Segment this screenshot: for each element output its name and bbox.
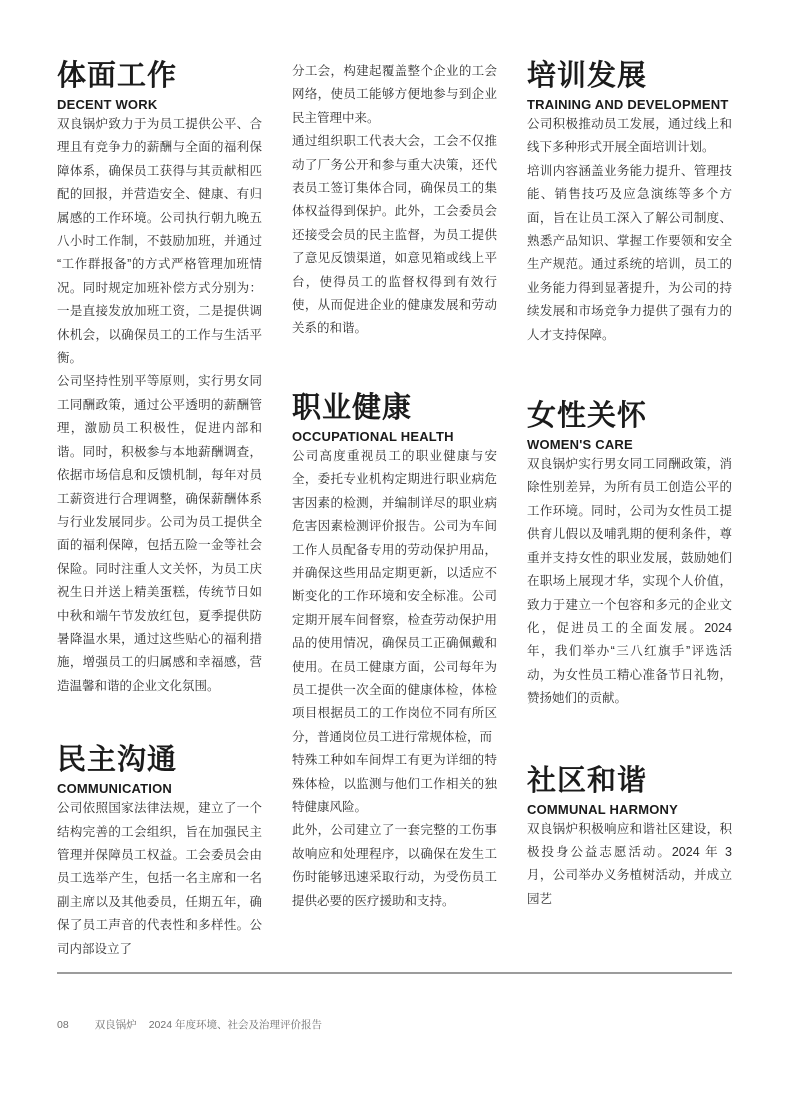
paragraph: 特殊工种如车间焊工有更为详细的特殊体检，以监测与他们工作相关的独特健康风险。 [292,753,497,814]
section-training-development [527,60,732,347]
section-title-en: WOMEN'S CARE [527,437,633,453]
paragraph: 公司高度重视员工的职业健康与安全，委托专业机构定期进行职业病危害因素的检测，并编制详尽的职业病危害因素检测评价报告。公司为车间工作人员配备专用的劳动保护用品，并确保这些用品定期更新，以适应不断变化的工作环境和安全标准。公司定期开展车间督察，检查劳动保护用品的使用情况，确保员工正确佩戴和使用。在员工健康方面，公司每年为员工提供一次全面的健康体检，体检项目根据员工的工作岗位不同有所区分，普通岗位员工进行常规体检，而 [292,448,497,744]
footer-report-title: 2024 年度环境、社会及治理评价报告 [148,1019,322,1031]
section-title-zh: 体面工作 [57,60,178,92]
section-title-en: COMMUNICATION [57,781,173,797]
paragraph: 培训内容涵盖业务能力提升、管理技能、销售技巧及应急演练等多个方面，旨在让员工深入了解公司制度、熟悉产品知识、掌握工作要领和安全生产规范。通过系统的培训，员工的业务能力得到显著提升，为公司的持续发展和市场竞争力提供了强有力的人才支持保障。 [527,163,732,342]
paragraph: 分工会，构建起覆盖整个企业的工会网络，使员工能够方便地参与到企业民主管理中来。 [292,64,497,125]
section-communication [57,744,262,961]
section-decent-work [57,60,262,698]
section-communal-harmony [527,765,732,912]
column-left [57,60,262,961]
paragraph: 公司坚持性别平等原则，实行男女同工同酬政策，通过公平透明的薪酬管理，激励员工积极性，促进内部和谐。同时，积极参与本地薪酬调查，依据市场信息和反馈机制，每年对员工薪资进行合理调整，确保薪酬体系与行业发展同步。公司为员工提供全面的福利保障，包括五险一金等社会保险。同时注重人文关怀，为员工庆祝生日并送上精美蛋糕，传统节日如中秋和端午节发放红包，夏季提供防暑降温水果，通过这些贴心的福利措施，增强员工的归属感和幸福感，营造温馨和谐的企业文化氛围。 [57,374,262,693]
column-right [527,60,732,961]
section-occupational-health [292,392,497,913]
paragraph: 此外，公司建立了一套完整的工伤事故响应和处理程序，以确保在发生工伤时能够迅速采取行动，为受伤员工提供必要的医疗援助和支持。 [292,823,497,908]
footer-divider [57,972,732,974]
section-title-en: DECENT WORK [57,97,158,112]
section-title-en: OCCUPATIONAL HEALTH [292,428,454,444]
paragraph: 公司积极推动员工发展，通过线上和线下多种形式开展全面培训计划。 [527,117,732,155]
section-title-zh: 民主沟通 [57,744,178,777]
paragraph: 公司依照国家法律法规，建立了一个结构完善的工会组织，旨在加强民主管理并保障员工权益。工会委员会由员工选举产生，包括一名主席和一名副主席以及其他委员，任期五年，确保了员工声音的代表性和多样性。公司内部设立了 [57,801,262,956]
section-communication-continued [292,60,497,341]
footer-company-name: 双良锅炉 [94,1019,137,1031]
paragraph: 双良锅炉实行男女同工同酬政策，消除性别差异，为所有员工创造公平的工作环境。同时，公司为女性员工提供育儿假以及哺乳期的便利条件，尊重并支持女性的职业发展，鼓励她们在职场上展现才华，实现个人价值，致力于建立一个包容和多元的企业文化，促进员工的全面发展。2024 年，我们举办“三八红旗手”评选活动，为女性员工精心准备节日礼物，赞扬她们的贡献。 [527,457,732,706]
content-columns [57,60,732,961]
column-middle [292,60,497,961]
section-title-zh: 培训发展 [527,60,648,92]
paragraph: 通过组织职工代表大会，工会不仅推动了厂务公开和参与重大决策，还代表员工签订集体合同，确保员工的集体权益得到保护。此外，工会委员会还接受会员的民主监督，为员工提供了意见反馈渠道，如意见箱或线上平台，使得员工的监督权得到有效行使，从而促进企业的健康发展和劳动关系的和谐。 [292,134,497,336]
page-footer [57,1018,322,1032]
paragraph: 双良锅炉积极响应和谐社区建设，积极投身公益志愿活动。2024 年 3 月，公司举办义务植树活动，并成立园艺 [527,821,732,906]
section-title-zh: 女性关怀 [527,400,648,433]
section-title-en: TRAINING AND DEVELOPMENT [527,97,729,112]
section-title-zh: 职业健康 [292,391,413,424]
section-womens-care [527,400,732,710]
page-number: 08 [57,1019,69,1031]
paragraph: 双良锅炉致力于为员工提供公平、合理且有竞争力的薪酬与全面的福利保障体系，确保员工获得与其贡献相匹配的回报，并营造安全、健康、有归属感的工作环境。公司执行朝九晚五八小时工作制，不鼓励加班，并通过“工作群报备”的方式严格管理加班情况。同时规定加班补偿方式分别为：一是直接发放加班工资，二是提供调休机会，以确保员工的工作与生活平衡。 [57,117,262,366]
section-title-zh: 社区和谐 [527,764,648,797]
section-title-en: COMMUNAL HARMONY [527,801,679,817]
